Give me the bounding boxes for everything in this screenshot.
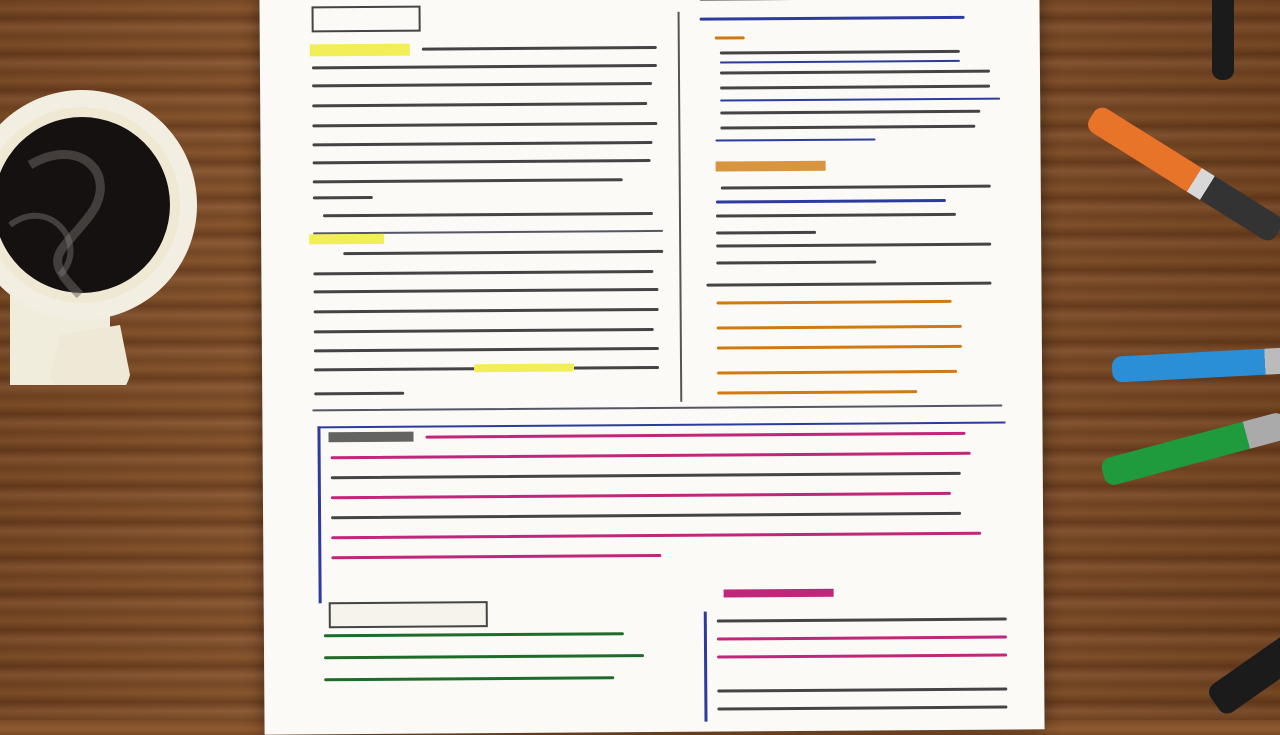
notes-bottom-right [704,610,1008,722]
notes-bottom-left [324,632,654,694]
notes-right-top [699,0,1000,152]
summary-box [317,422,1006,604]
section-header-top-left [312,6,421,33]
subheading-highlight-2 [309,234,384,245]
notes-paragraph-left-1 [312,44,663,226]
black-pen-icon [1212,0,1234,80]
study-notes-sheet [259,0,1044,735]
right-subheading [716,161,826,172]
section-separator [312,405,1002,412]
notes-right-middle [716,185,1007,397]
bottom-right-heading [724,589,834,598]
column-divider [678,12,683,402]
coffee-mug-icon [0,55,215,385]
footer-line-left [314,392,404,396]
notes-paragraph-left-2 [313,250,664,392]
section-header-bottom-left [329,601,488,628]
